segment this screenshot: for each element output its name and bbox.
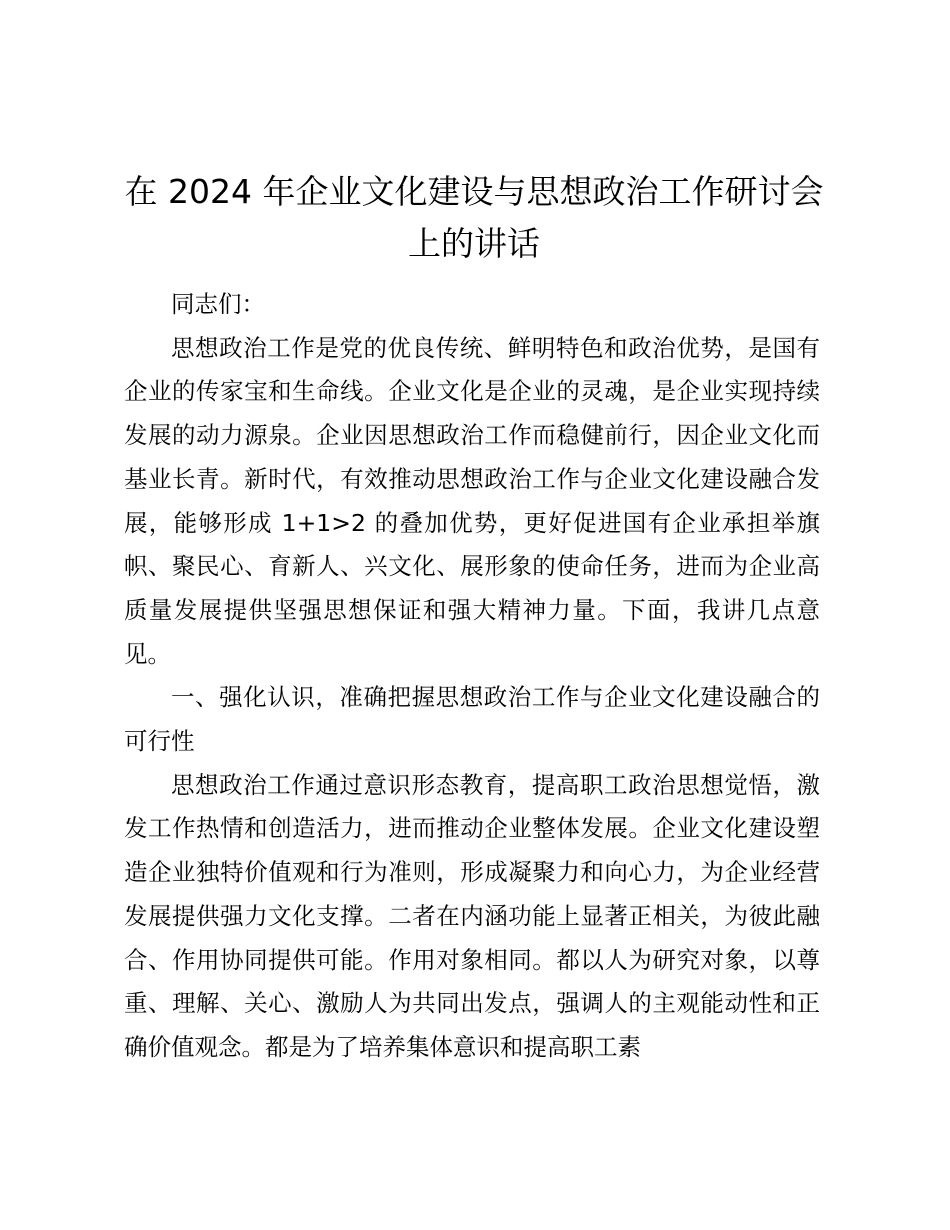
section-heading-1: 一、强化认识，准确把握思想政治工作与企业文化建设融合的可行性 [124, 683, 820, 756]
intro-paragraph: 思想政治工作是党的优良传统、鲜明特色和政治优势，是国有企业的传家宝和生命线。企业文化是企业的灵魂，是企业实现持续发展的动力源泉。企业因思想政治工作而稳健前行，因企业文化而基业长青。新时代，有效推动思想政治工作与企业文化建设融合发展，能够形成 1+1>2 的叠加优势，更好促进国有企业承担举旗帜、聚民心、育新人、兴文化、展形象的使命任务，进而为企业高质量发展提供坚强思想保证和强大精神力量。下面，我讲几点意见。 [124, 333, 820, 668]
document-body [124, 283, 820, 1070]
salutation-paragraph: 同志们： [171, 290, 265, 318]
document-title: 在 2024 年企业文化建设与思想政治工作研讨会上的讲话 [124, 172, 824, 263]
section-1-paragraph: 思想政治工作通过意识形态教育，提高职工政治思想觉悟，激发工作热情和创造活力，进而推动企业整体发展。企业文化建设塑造企业独特价值观和行为准则，形成凝聚力和向心力，为企业经营发展提供强力文化支撑。二者在内涵功能上显著正相关，为彼此融合、作用协同提供可能。作用对象相同。都以人为研究对象，以尊重、理解、关心、激励人为共同出发点，强调人的主观能动性和正确价值观念。都是为了培养集体意识和提高职工素 [124, 770, 820, 1061]
